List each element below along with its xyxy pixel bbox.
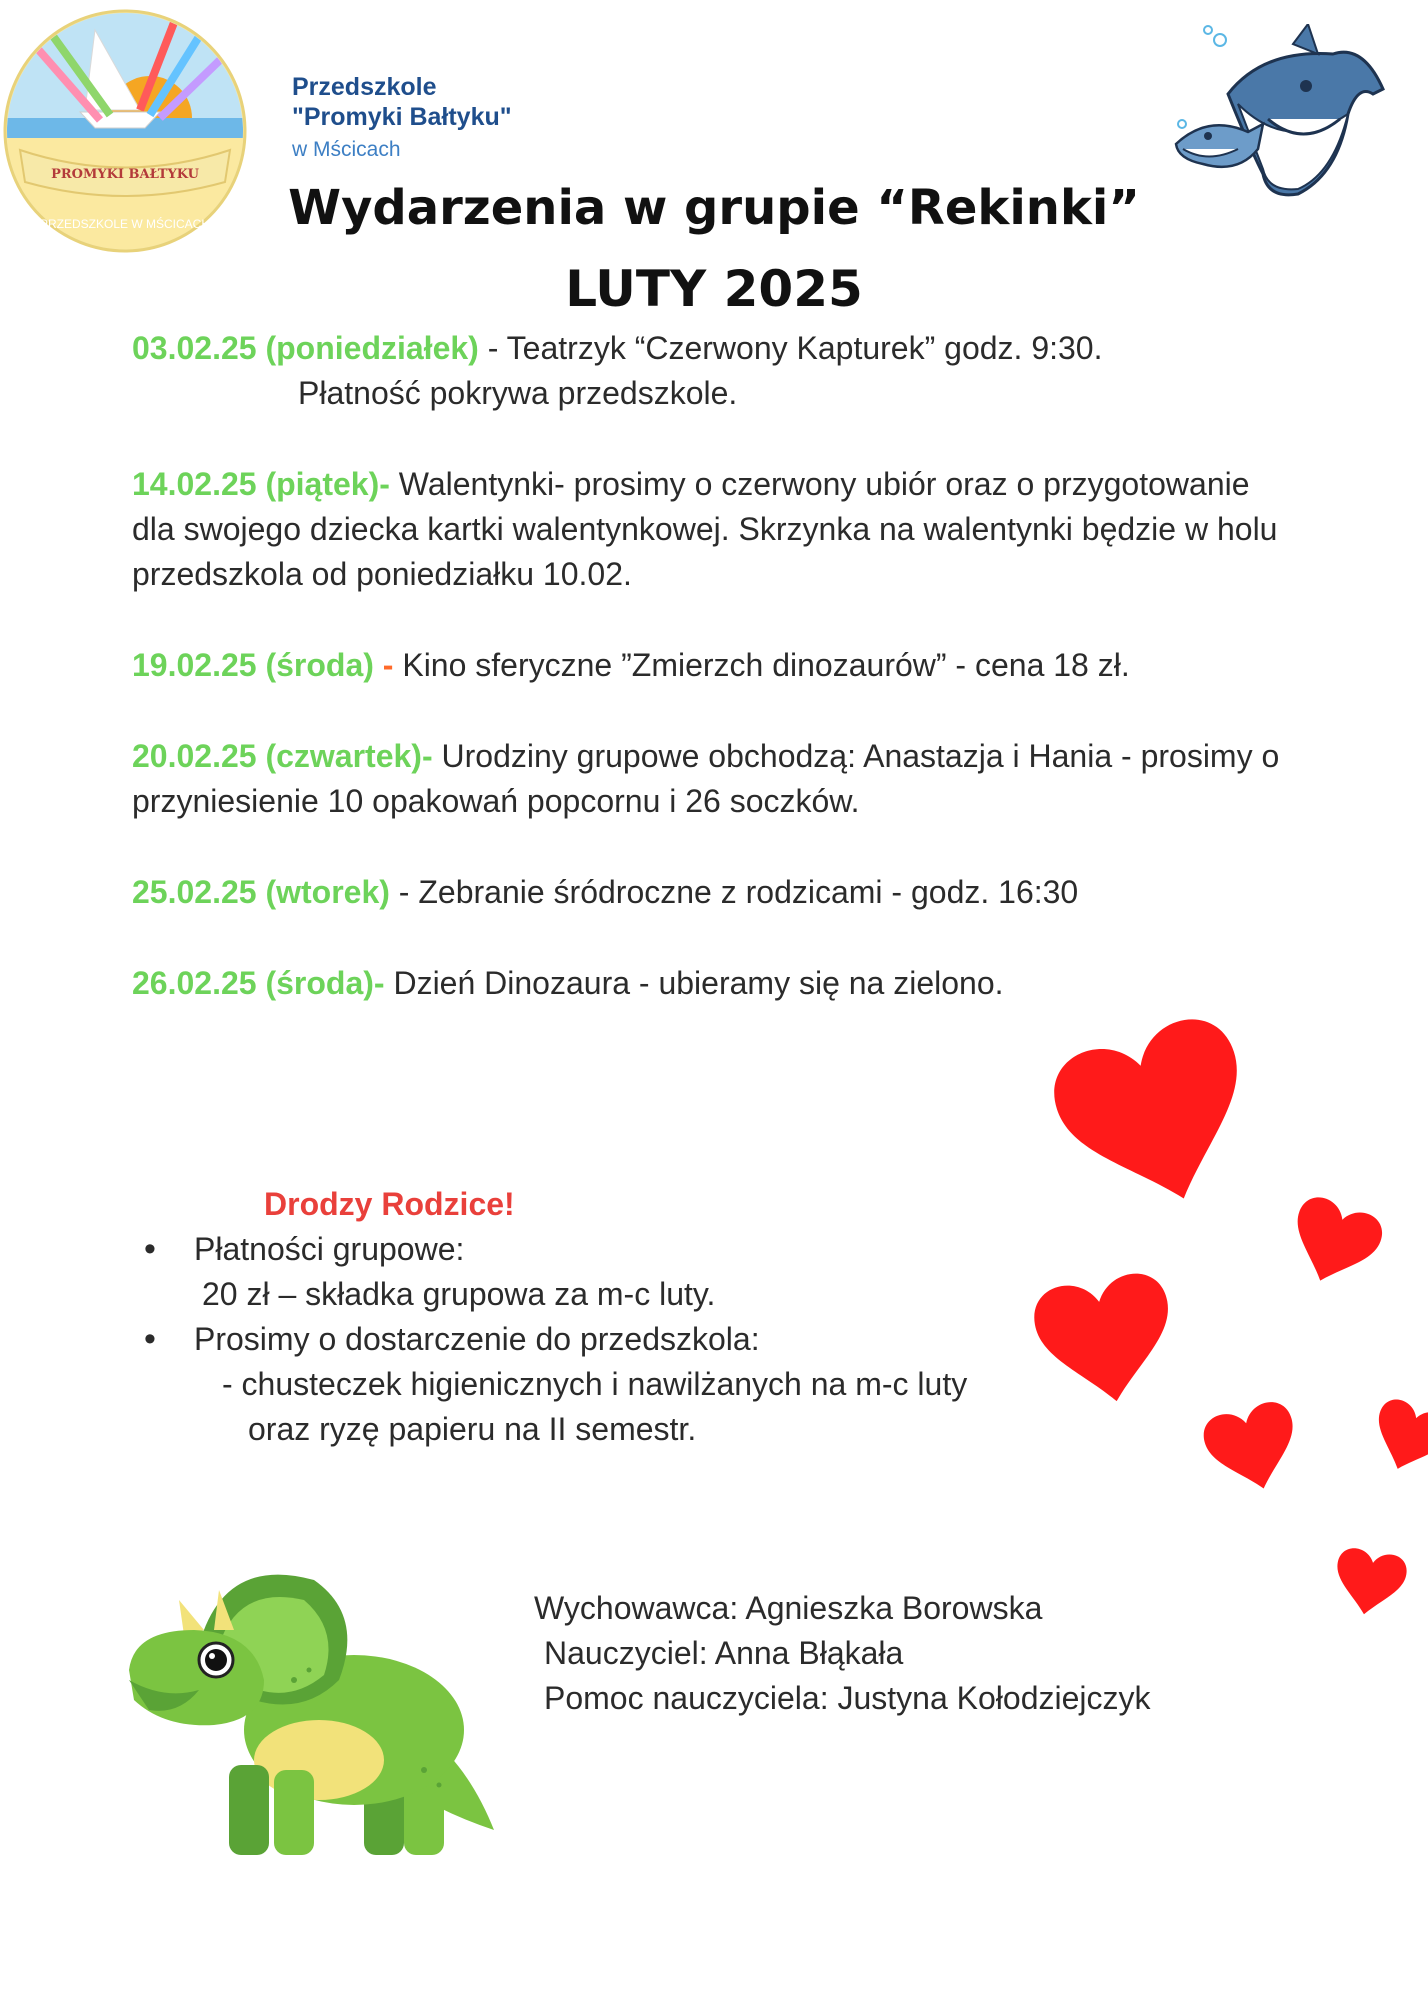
event-separator: - [373,647,403,683]
notice-list [144,1227,1044,1452]
event-text: Kino sferyczne ”Zmierzch dinozaurów” - cena 18 zł. [402,647,1130,683]
heart-icon [1330,1546,1410,1621]
event-text: Teatrzyk “Czerwony Kapturek” godz. 9:30. [506,330,1103,366]
event-note: Płatność pokrywa przedszkole. [298,375,738,411]
event-date: 14.02.25 (piątek) [132,466,380,502]
event-date: 26.02.25 (środa) [132,965,374,1001]
school-name [292,72,512,132]
event-date: 25.02.25 (wtorek) [132,874,390,910]
logo-text-top: PROMYKI BAŁTYKU [51,167,199,182]
event-item [132,734,1282,824]
staff-assistant: Pomoc nauczyciela: Justyna Kołodziejczyk [544,1680,1151,1716]
event-text: Urodziny grupowe obchodzą: Anastazja i Hania - prosimy o przyniesienie 10 opakowań popcornu i 26 soczków. [132,738,1280,819]
notice-item-supplies [144,1317,1044,1452]
logo-text-bottom: PRZEDSZKOLE W MŚCICACH [39,217,211,231]
event-text: Zebranie śródroczne z rodzicami - godz. 16:30 [418,874,1079,910]
heart-icon [1199,1397,1307,1500]
event-separator: - [421,738,442,774]
event-item [132,643,1282,688]
event-date: 03.02.25 (poniedziałek) [132,330,479,366]
heart-icon [1280,1192,1388,1296]
notice-item-heading: Płatności grupowe: [194,1231,465,1267]
school-name-line1: Przedszkole [292,73,437,101]
event-separator: - [379,466,399,502]
notice-item-detail: oraz ryzę papieru na II semestr. [248,1411,697,1447]
page-title: Wydarzenia w grupie “Rekinki” [288,180,1140,236]
event-date: 19.02.25 (środa) [132,647,374,683]
school-town: w Mścicach [292,138,401,161]
event-item [132,462,1282,597]
heart-icon [1364,1395,1428,1481]
event-item [132,870,1282,915]
staff-teacher: Nauczyciel: Anna Błąkała [544,1635,904,1671]
notice-item-detail: - chusteczek higienicznych i nawilżanych na m-c luty [222,1366,968,1402]
notice-item-detail: 20 zł – składka grupowa za m-c luty. [202,1276,716,1312]
notice-item-payments [144,1227,1044,1317]
hearts-decoration [940,990,1428,1630]
events-list [132,326,1282,1052]
event-item [132,326,1282,416]
staff-educator: Wychowawca: Agnieszka Borowska [534,1590,1043,1626]
notice-item-heading: Prosimy o dostarczenie do przedszkola: [194,1321,760,1357]
event-date: 20.02.25 (czwartek) [132,738,422,774]
school-name-line2: "Promyki Bałtyku" [292,103,512,131]
heart-icon [1043,1008,1272,1227]
staff-info [534,1586,1151,1721]
parents-notice [144,1182,1044,1452]
notice-title: Drodzy Rodzice! [264,1186,515,1222]
triceratops-illustration [124,1560,504,1872]
heart-icon [1029,1269,1183,1413]
page-subtitle-month: LUTY 2025 [565,260,863,318]
event-separator: - [389,874,419,910]
event-text: Walentynki- prosimy o czerwony ubiór oraz o przygotowanie dla swojego dziecka kartki walentynkowej. Skrzynka na walentynki będzie w holu przedszkola od poniedziałku 10.02. [132,466,1278,592]
event-text: Dzień Dinozaura - ubieramy się na zielono. [393,965,1004,1001]
event-separator: - [373,965,394,1001]
event-separator: - [478,330,507,366]
